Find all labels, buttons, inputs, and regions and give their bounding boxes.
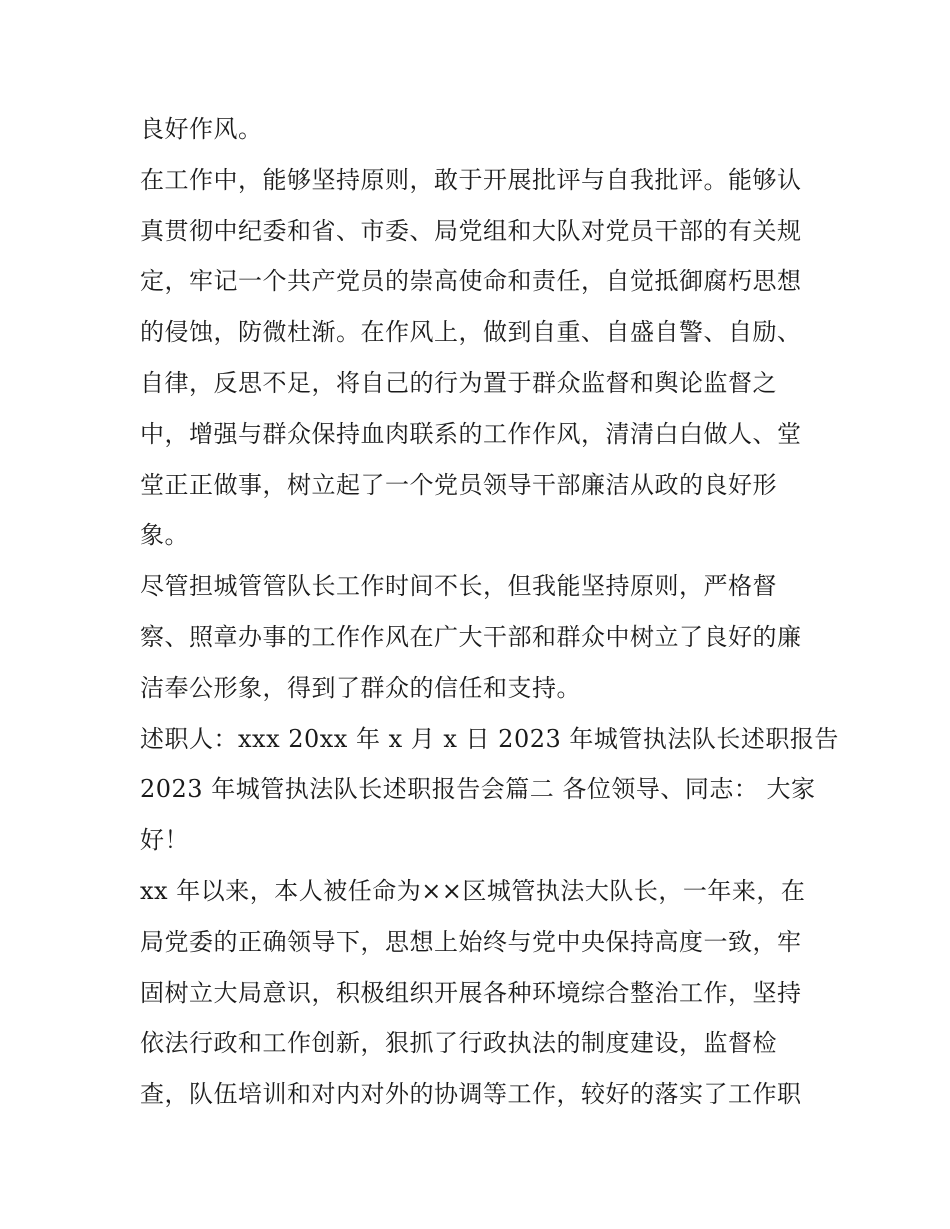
text-line: xx 年以来，本人被任命为××区城管执法大队长，一年来，在 xyxy=(140,876,806,905)
text-line: 查，队伍培训和对内对外的协调等工作，较好的落实了工作职 xyxy=(140,1080,802,1109)
text-line: 良好作风。 xyxy=(140,115,263,143)
text-line: 好！ xyxy=(140,826,189,855)
text-line: 堂正正做事，树立起了一个党员领导干部廉洁从政的良好形 xyxy=(140,470,777,499)
text-line: 洁奉公形象，得到了群众的信任和支持。 xyxy=(140,673,581,702)
text-line: 尽管担城管管队长工作时间不长，但我能坚持原则，严格督 xyxy=(140,572,777,601)
text-line: 自律，反思不足，将自己的行为置于群众监督和舆论监督之 xyxy=(140,368,777,397)
text-line: 的侵蚀，防微杜渐。在作风上，做到自重、自盛自警、自励、 xyxy=(140,318,802,347)
text-line: 察、照章办事的工作作风在广大干部和群众中树立了良好的廉 xyxy=(140,622,802,651)
text-line: 依法行政和工作创新，狠抓了行政执法的制度建设，监督检 xyxy=(140,1029,777,1058)
text-line: 真贯彻中纪委和省、市委、局党组和大队对党员干部的有关规 xyxy=(140,216,802,245)
text-line: 中，增强与群众保持血肉联系的工作作风，清清白白做人、堂 xyxy=(140,419,802,448)
text-line: 定，牢记一个共产党员的崇高使命和责任，自觉抵御腐朽思想 xyxy=(140,267,802,296)
text-line: 2023 年城管执法队长述职报告会篇二 各位领导、同志： 大家 xyxy=(140,775,816,804)
text-line: 局党委的正确领导下，思想上始终与党中央保持高度一致，牢 xyxy=(140,927,802,956)
text-line: 述职人：xxx 20xx 年 x 月 x 日 2023 年城管执法队长述职报告 xyxy=(140,724,839,753)
document-body xyxy=(140,104,839,1120)
text-line: 象。 xyxy=(140,521,189,550)
text-line: 固树立大局意识，积极组织开展各种环境综合整治工作，坚持 xyxy=(140,978,802,1007)
text-line: 在工作中，能够坚持原则，敢于开展批评与自我批评。能够认 xyxy=(140,165,802,194)
